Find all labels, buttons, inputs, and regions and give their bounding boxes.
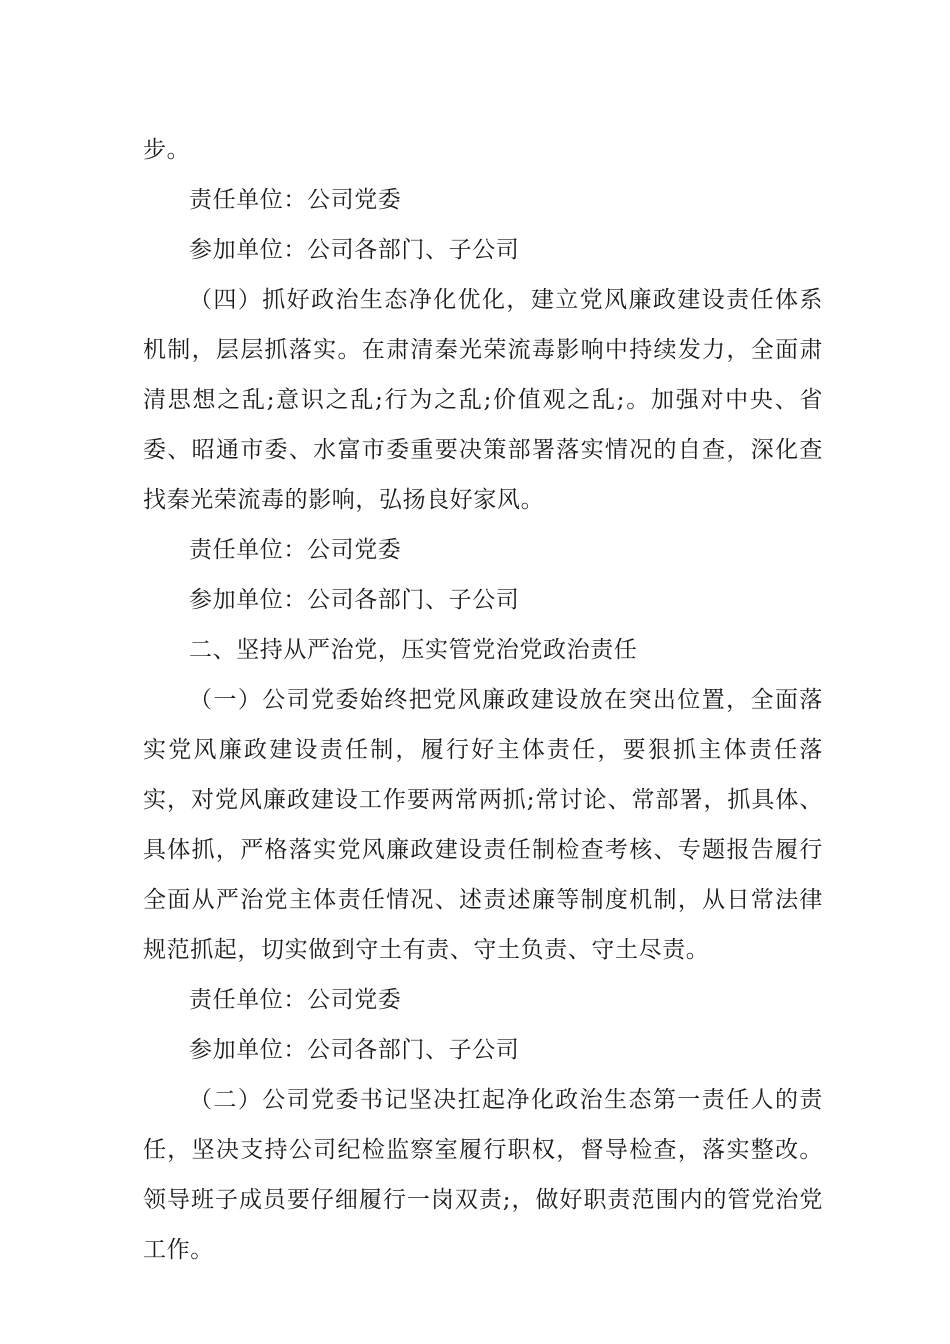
paragraph-participating-unit: 参加单位：公司各部门、子公司: [189, 1037, 520, 1063]
paragraph-item-two: （二）公司党委书记坚决扛起净化政治生态第一责任人的责任，坚决支持公司纪检监察室履行职权，督导检查，落实整改。领导班子成员要仔细履行一岗双责;，做好职责范围内的管党治党工作。: [143, 1087, 823, 1263]
paragraph-responsible-unit: 责任单位：公司党委: [189, 987, 402, 1013]
paragraph-item-one: （一）公司党委始终把党风廉政建设放在突出位置，全面落实党风廉政建设责任制，履行好主体责任，要狠抓主体责任落实，对党风廉政建设工作要两常两抓;常讨论、常部署，抓具体、具体抓，严格落实党风廉政建设责任制检查考核、专题报告履行全面从严治党主体责任情况、述责述廉等制度机制，从日常法律规范抓起，切实做到守土有责、守土负责、守土尽责。: [143, 687, 823, 963]
paragraph-participating-unit: 参加单位：公司各部门、子公司: [189, 237, 520, 263]
document-body: [143, 125, 823, 1275]
section-heading-two: 二、坚持从严治党，压实管党治党政治责任: [189, 637, 638, 663]
paragraph-responsible-unit: 责任单位：公司党委: [189, 537, 402, 563]
paragraph-participating-unit: 参加单位：公司各部门、子公司: [189, 587, 520, 613]
paragraph-continuation: 步。: [143, 137, 191, 163]
paragraph-item-four: （四）抓好政治生态净化优化，建立党风廉政建设责任体系机制，层层抓落实。在肃清秦光荣流毒影响中持续发力，全面肃清思想之乱;意识之乱;行为之乱;价值观之乱;。加强对中央、省委、昭通市委、水富市委重要决策部署落实情况的自查，深化查找秦光荣流毒的影响，弘扬良好家风。: [143, 287, 823, 513]
paragraph-responsible-unit: 责任单位：公司党委: [189, 187, 402, 213]
